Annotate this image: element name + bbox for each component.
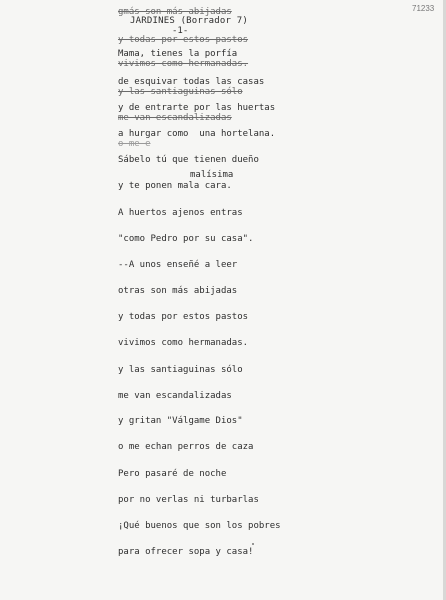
verse-line: o me echan perros de caza bbox=[118, 442, 254, 452]
verse-line: y todas por estos pastos bbox=[118, 312, 249, 322]
verse-line: Sábelo tú que tienen dueño bbox=[118, 155, 259, 165]
verse-line: "como Pedro por su casa". bbox=[118, 234, 254, 244]
verse-line: Pero pasaré de noche bbox=[118, 469, 227, 479]
struck-line: vivimos como hermanadas. bbox=[118, 59, 249, 69]
verse-line: para ofrecer sopa y casa! bbox=[118, 547, 254, 557]
verse-line: y te ponen mala cara. bbox=[118, 181, 232, 191]
struck-line: y todas por estos pastos bbox=[118, 35, 249, 45]
verse-line: me van escandalizadas bbox=[118, 391, 232, 401]
verse-line: Mama, tienes la porfía bbox=[118, 49, 238, 59]
verse-line: por no verlas ni turbarlas bbox=[118, 495, 259, 505]
page-title: JARDINES (Borrador 7) bbox=[130, 16, 248, 26]
inserted-word: malísima bbox=[190, 170, 234, 180]
verse-line: vivimos como hermanadas. bbox=[118, 338, 249, 348]
page-marker: -1- bbox=[172, 26, 189, 36]
verse-line: ¡Qué buenos que son los pobres bbox=[118, 521, 281, 531]
verse-line: otras son más abijadas bbox=[118, 286, 238, 296]
ink-speck bbox=[252, 543, 254, 545]
verse-line: A huertos ajenos entras bbox=[118, 208, 243, 218]
archive-number: 71233 bbox=[412, 4, 435, 13]
struck-line: gmás son más abijadas bbox=[118, 7, 232, 17]
verse-line: y gritan "Válgame Dios" bbox=[118, 416, 243, 426]
struck-line: o me e bbox=[118, 139, 151, 149]
struck-line: y las santiaguinas sólo bbox=[118, 87, 243, 97]
verse-line: y de entrarte por las huertas bbox=[118, 103, 276, 113]
verse-line: --A unos enseñé a leer bbox=[118, 260, 238, 270]
verse-line: y las santiaguinas sólo bbox=[118, 365, 243, 375]
struck-line: me van escandalizadas bbox=[118, 113, 232, 123]
verse-line: de esquivar todas las casas bbox=[118, 77, 265, 87]
verse-line: a hurgar como una hortelana. bbox=[118, 129, 276, 139]
